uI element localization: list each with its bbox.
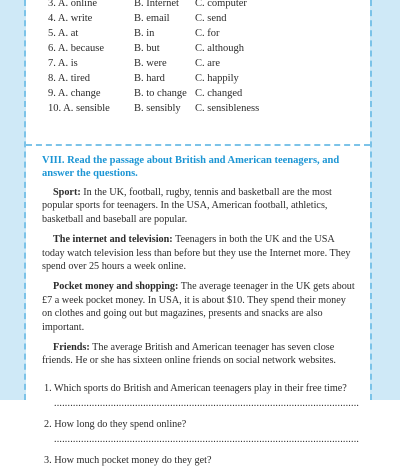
paragraph-text: In the UK, football, rugby, tennis and basketball are the most popular sports for teenagers. In the USA, American football, athletics, basketball and baseball are popular. [42, 187, 332, 225]
worksheet-page [26, 0, 370, 466]
paragraph-lead: Sport: [53, 187, 81, 198]
section-heading: VIII. Read the passage about British and American teenagers, and answer the questions. [42, 155, 340, 179]
option-c: C. happily [195, 73, 239, 84]
paragraph-pocket-money [42, 280, 358, 334]
multiple-choice-options [48, 0, 348, 116]
option-c: C. changed [195, 88, 243, 99]
reading-section [42, 154, 358, 470]
paragraph-text: Teenagers in both the UK and the USA today watch television less than before but they use the Internet more. They spend over 25 hours a week online. [42, 234, 351, 273]
option-row-3 [48, 0, 348, 11]
option-c: C. for [195, 28, 220, 39]
option-b: B. email [134, 13, 170, 24]
option-b: B. to change [134, 88, 187, 99]
answer-line-2[interactable]: ................................................................................................................. [54, 433, 360, 445]
paragraph-text: The average teenager in the UK gets about £7 a week pocket money. In USA, it is about $10. They spend their money on clothes and going out but magazines, presents and snacks are also important. [42, 281, 355, 333]
option-row-6 [48, 41, 348, 56]
option-c: C. computer [195, 0, 247, 9]
question-1: 1. Which sports do British and American teenagers play in their free time? [44, 382, 347, 394]
option-a: 9. A. change [48, 88, 101, 99]
option-b: B. were [134, 58, 167, 69]
option-b: B. sensibly [134, 103, 181, 114]
option-row-4 [48, 11, 348, 26]
option-b: B. in [134, 28, 155, 39]
question-2: 2. How long do they spend online? [44, 418, 187, 430]
question-list [42, 382, 358, 467]
option-a: 5. A. at [48, 28, 79, 39]
paragraph-lead: The internet and television: [53, 234, 173, 246]
question-3: 3. How much pocket money do they get? [44, 454, 212, 466]
option-b: B. Internet [134, 0, 179, 9]
option-row-10 [48, 101, 348, 116]
option-a: 3. A. online [48, 0, 97, 9]
paragraph-lead: Pocket money and shopping: [53, 281, 179, 293]
option-c: C. although [195, 43, 244, 54]
answer-line-1[interactable]: ................................................................................................................. [54, 397, 360, 409]
option-row-7 [48, 56, 348, 71]
paragraph-internet [42, 233, 358, 273]
paragraph-sport [42, 186, 358, 226]
option-row-5 [48, 26, 348, 41]
paragraph-friends [42, 341, 358, 368]
option-c: C. send [195, 13, 227, 24]
option-row-9 [48, 86, 348, 101]
section-divider [26, 144, 370, 146]
option-a: 7. A. is [48, 58, 78, 69]
option-row-8 [48, 71, 348, 86]
paragraph-lead: Friends: [53, 342, 90, 354]
paragraph-text: The average British and American teenager has seven close friends. He or she has sixteen online friends on social network websites. [42, 342, 336, 367]
option-c: C. are [195, 58, 221, 69]
option-a: 4. A. write [48, 13, 93, 24]
option-a: 6. A. because [48, 43, 104, 54]
option-c: C. sensibleness [195, 103, 260, 114]
left-margin-frame [0, 0, 26, 400]
option-b: B. but [134, 43, 160, 54]
option-b: B. hard [134, 73, 165, 84]
option-a: 10. A. sensible [48, 103, 110, 114]
right-margin-frame [370, 0, 400, 400]
option-a: 8. A. tired [48, 73, 90, 84]
